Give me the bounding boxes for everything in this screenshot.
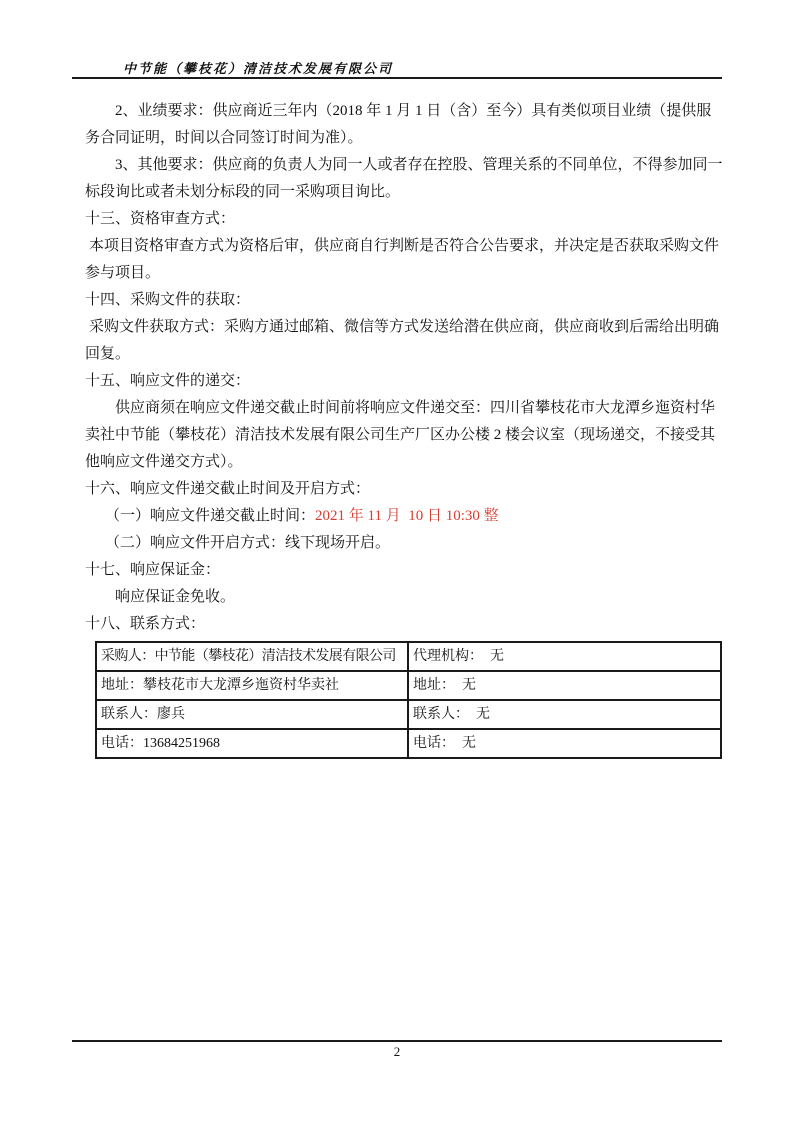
document-body (85, 98, 723, 759)
para-deposit-waived: 响应保证金免收。 (115, 589, 236, 605)
footer-rule (72, 1040, 722, 1042)
heading-section-15: 十五、响应文件的递交： (85, 373, 251, 389)
cell-agency-address: 地址： 无 (408, 671, 721, 700)
para-performance-requirement: 2、业绩要求：供应商近三年内（2018 年 1 月 1 日（含）至今）具有类似项目业绩（提供服务合同证明，时间以合同签订时间为准）。 (85, 103, 712, 146)
table-row (96, 671, 721, 700)
para-submission-address: 供应商须在响应文件递交截止时间前将响应文件递交至：四川省攀枝花市大龙潭乡迤资村华卖社中节能（攀枝花）清洁技术发展有限公司生产厂区办公楼 2 楼会议室（现场递交，不接受其他响应文件递交方式）。 (85, 400, 716, 470)
page-number: 2 (393, 1044, 401, 1059)
contact-table (95, 641, 722, 759)
table-row (96, 642, 721, 671)
cell-purchaser-phone: 电话：13684251968 (96, 729, 408, 758)
table-row (96, 700, 721, 729)
cell-agency: 代理机构： 无 (408, 642, 721, 671)
cell-agency-contact: 联系人： 无 (408, 700, 721, 729)
cell-purchaser: 采购人：中节能（攀枝花）清洁技术发展有限公司 (96, 642, 408, 671)
heading-section-17: 十七、响应保证金： (85, 562, 221, 578)
cell-purchaser-contact: 联系人：廖兵 (96, 700, 408, 729)
para-submission-deadline (85, 503, 723, 530)
header-rule (72, 77, 722, 79)
para-document-acquisition: 采购文件获取方式：采购方通过邮箱、微信等方式发送给潜在供应商，供应商收到后需给出明确回复。 (85, 319, 720, 362)
heading-section-16: 十六、响应文件递交截止时间及开启方式： (85, 481, 371, 497)
header-company-name: 中节能（攀枝花）清洁技术发展有限公司 (123, 61, 394, 76)
para-opening-method: （二）响应文件开启方式：线下现场开启。 (105, 535, 391, 551)
para-other-requirement: 3、其他要求：供应商的负责人为同一人或者存在控股、管理关系的不同单位，不得参加同一标段询比或者未划分标段的同一采购项目询比。 (85, 157, 723, 200)
table-row (96, 729, 721, 758)
heading-section-13: 十三、资格审查方式： (85, 211, 236, 227)
para-qualification-review: 本项目资格审查方式为资格后审，供应商自行判断是否符合公告要求，并决定是否获取采购文件参与项目。 (85, 238, 720, 281)
deadline-label: （一）响应文件递交截止时间： (105, 508, 316, 524)
heading-section-14: 十四、采购文件的获取： (85, 292, 251, 308)
deadline-value: 2021 年 11 月 10 日 10:30 整 (315, 508, 499, 524)
cell-agency-phone: 电话： 无 (408, 729, 721, 758)
heading-section-18: 十八、联系方式： (85, 616, 206, 632)
cell-purchaser-address: 地址：攀枝花市大龙潭乡迤资村华卖社 (96, 671, 408, 700)
